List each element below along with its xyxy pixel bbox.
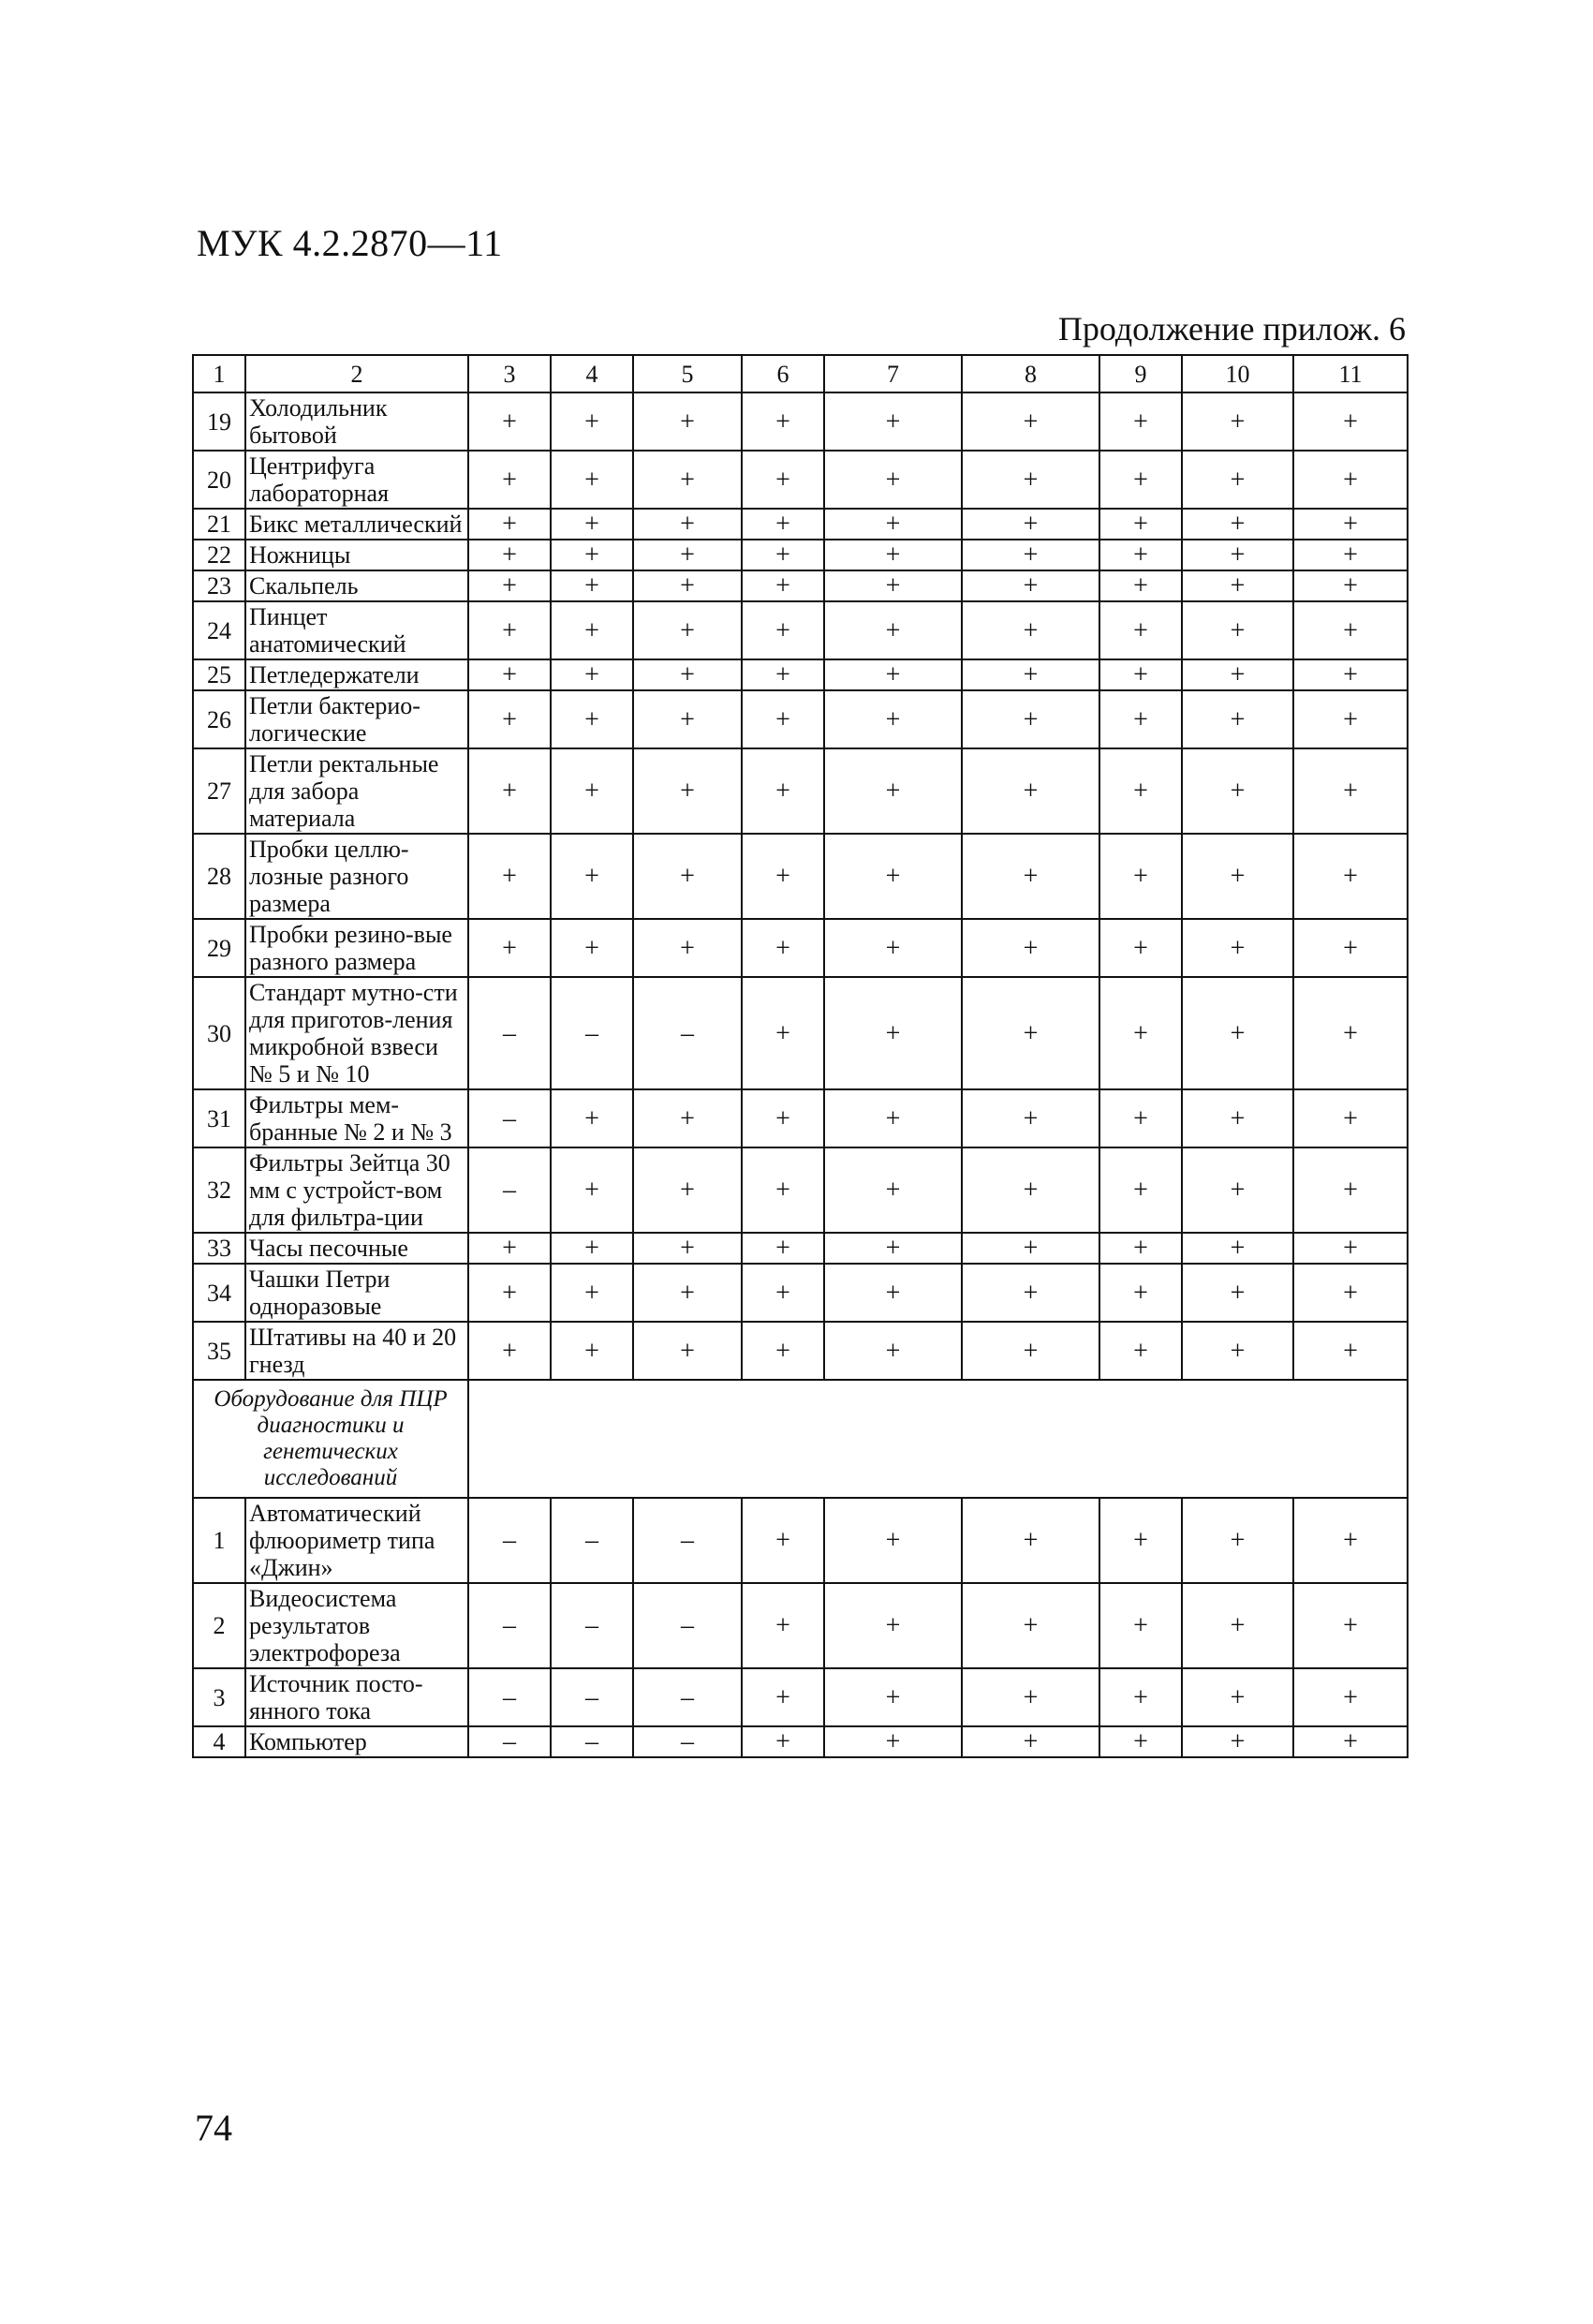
availability-mark: + [1099, 1264, 1182, 1322]
equipment-name: Фильтры мем-бранные № 2 и № 3 [245, 1089, 468, 1147]
table-row [193, 1264, 1408, 1322]
availability-mark: + [1099, 1322, 1182, 1380]
equipment-name: Петли ректальные для забора материала [245, 748, 468, 834]
row-number: 25 [193, 659, 245, 690]
availability-mark: + [1293, 509, 1408, 540]
availability-mark: + [1099, 1233, 1182, 1264]
availability-mark: + [742, 919, 824, 977]
availability-mark: + [1182, 1583, 1293, 1668]
availability-mark: + [1099, 1089, 1182, 1147]
availability-mark: + [468, 1322, 551, 1380]
availability-mark: – [468, 1668, 551, 1726]
table-row [193, 1089, 1408, 1147]
availability-mark: + [551, 601, 633, 659]
section-filler [468, 1380, 1408, 1498]
availability-mark: + [962, 509, 1099, 540]
availability-mark: + [1182, 1147, 1293, 1233]
availability-mark: + [1182, 977, 1293, 1089]
availability-mark: – [468, 1726, 551, 1757]
availability-mark: + [551, 1264, 633, 1322]
availability-mark: + [824, 392, 962, 451]
table-row [193, 919, 1408, 977]
availability-mark: + [633, 748, 742, 834]
availability-mark: + [551, 1233, 633, 1264]
availability-mark: – [468, 1089, 551, 1147]
availability-mark: + [1099, 834, 1182, 919]
availability-mark: + [962, 1147, 1099, 1233]
availability-mark: + [824, 451, 962, 509]
availability-mark: + [824, 1233, 962, 1264]
availability-mark: + [633, 690, 742, 748]
availability-mark: + [1293, 748, 1408, 834]
equipment-name: Автоматический флюориметр типа «Джин» [245, 1498, 468, 1583]
table-row [193, 1668, 1408, 1726]
equipment-name: Фильтры Зейтца 30 мм с устройст-вом для фильтра-ции [245, 1147, 468, 1233]
availability-mark: + [824, 1264, 962, 1322]
availability-mark: + [742, 834, 824, 919]
availability-mark: + [551, 509, 633, 540]
equipment-name: Стандарт мутно-сти для приготов-ления микробной взвеси № 5 и № 10 [245, 977, 468, 1089]
availability-mark: + [1293, 540, 1408, 570]
availability-mark: + [1293, 451, 1408, 509]
availability-mark: + [824, 1322, 962, 1380]
availability-mark: + [824, 1668, 962, 1726]
availability-mark: + [633, 1322, 742, 1380]
availability-mark: + [742, 1233, 824, 1264]
equipment-name: Бикс металлический [245, 509, 468, 540]
availability-mark: + [551, 690, 633, 748]
availability-mark: + [824, 509, 962, 540]
availability-mark: + [551, 392, 633, 451]
availability-mark: + [551, 748, 633, 834]
row-number: 35 [193, 1322, 245, 1380]
row-number: 22 [193, 540, 245, 570]
availability-mark: + [468, 834, 551, 919]
availability-mark: + [1293, 1322, 1408, 1380]
availability-mark: + [1293, 1233, 1408, 1264]
column-header: 10 [1182, 355, 1293, 392]
availability-mark: + [742, 509, 824, 540]
availability-mark: + [742, 451, 824, 509]
availability-mark: + [824, 834, 962, 919]
availability-mark: – [633, 1583, 742, 1668]
availability-mark: + [824, 748, 962, 834]
availability-mark: + [1182, 540, 1293, 570]
availability-mark: – [468, 1583, 551, 1668]
availability-mark: + [962, 1726, 1099, 1757]
equipment-name: Штативы на 40 и 20 гнезд [245, 1322, 468, 1380]
availability-mark: + [1099, 540, 1182, 570]
row-number: 24 [193, 601, 245, 659]
availability-mark: + [962, 570, 1099, 601]
availability-mark: + [1182, 834, 1293, 919]
table-row [193, 392, 1408, 451]
table-row [193, 1726, 1408, 1757]
availability-mark: + [1182, 601, 1293, 659]
availability-mark: + [1293, 1498, 1408, 1583]
section-header-row [193, 1380, 1408, 1498]
availability-mark: + [1293, 659, 1408, 690]
equipment-name: Ножницы [245, 540, 468, 570]
availability-mark: + [962, 540, 1099, 570]
availability-mark: + [1182, 919, 1293, 977]
page-number: 74 [195, 2107, 232, 2149]
availability-mark: + [1293, 1089, 1408, 1147]
equipment-name: Холодильник бытовой [245, 392, 468, 451]
availability-mark: + [468, 451, 551, 509]
table-row [193, 690, 1408, 748]
column-header: 6 [742, 355, 824, 392]
availability-mark: + [551, 1147, 633, 1233]
availability-mark: + [1182, 748, 1293, 834]
availability-mark: + [1182, 1668, 1293, 1726]
row-number: 20 [193, 451, 245, 509]
availability-mark: + [551, 834, 633, 919]
availability-mark: + [551, 659, 633, 690]
row-number: 32 [193, 1147, 245, 1233]
equipment-table-container [192, 354, 1407, 1758]
availability-mark: + [962, 1322, 1099, 1380]
availability-mark: + [468, 601, 551, 659]
equipment-name: Центрифуга лабораторная [245, 451, 468, 509]
availability-mark: + [633, 659, 742, 690]
availability-mark: + [468, 690, 551, 748]
equipment-name: Пробки целлю-лозные разного размера [245, 834, 468, 919]
availability-mark: + [468, 748, 551, 834]
row-number: 23 [193, 570, 245, 601]
availability-mark: – [468, 1147, 551, 1233]
availability-mark: + [1293, 919, 1408, 977]
column-header: 2 [245, 355, 468, 392]
column-header: 3 [468, 355, 551, 392]
availability-mark: + [551, 451, 633, 509]
availability-mark: + [633, 540, 742, 570]
availability-mark: + [962, 1089, 1099, 1147]
availability-mark: + [468, 1233, 551, 1264]
availability-mark: – [551, 1583, 633, 1668]
row-number: 19 [193, 392, 245, 451]
availability-mark: + [468, 392, 551, 451]
availability-mark: + [962, 1583, 1099, 1668]
availability-mark: + [1182, 392, 1293, 451]
availability-mark: + [742, 1264, 824, 1322]
availability-mark: + [824, 1089, 962, 1147]
availability-mark: + [962, 690, 1099, 748]
row-number: 21 [193, 509, 245, 540]
availability-mark: + [1099, 601, 1182, 659]
availability-mark: + [1182, 659, 1293, 690]
availability-mark: + [824, 659, 962, 690]
table-row [193, 748, 1408, 834]
availability-mark: + [633, 834, 742, 919]
availability-mark: + [1293, 392, 1408, 451]
availability-mark: + [962, 659, 1099, 690]
availability-mark: + [1182, 1322, 1293, 1380]
table-row [193, 659, 1408, 690]
availability-mark: + [824, 1726, 962, 1757]
availability-mark: + [1099, 1498, 1182, 1583]
column-header: 9 [1099, 355, 1182, 392]
availability-mark: – [551, 977, 633, 1089]
availability-mark: + [824, 1583, 962, 1668]
availability-mark: + [1099, 1668, 1182, 1726]
row-number: 33 [193, 1233, 245, 1264]
row-number: 27 [193, 748, 245, 834]
equipment-name: Скальпель [245, 570, 468, 601]
availability-mark: + [1293, 977, 1408, 1089]
availability-mark: + [633, 570, 742, 601]
table-row [193, 1583, 1408, 1668]
equipment-table [192, 354, 1409, 1758]
row-number: 26 [193, 690, 245, 748]
availability-mark: + [633, 392, 742, 451]
availability-mark: + [824, 977, 962, 1089]
table-body [193, 392, 1408, 1757]
availability-mark: + [1099, 570, 1182, 601]
availability-mark: + [824, 1147, 962, 1233]
availability-mark: + [1293, 601, 1408, 659]
availability-mark: + [1293, 690, 1408, 748]
column-header: 11 [1293, 355, 1408, 392]
table-row [193, 570, 1408, 601]
availability-mark: + [742, 392, 824, 451]
availability-mark: – [551, 1498, 633, 1583]
availability-mark: + [1099, 690, 1182, 748]
row-number: 30 [193, 977, 245, 1089]
availability-mark: + [1099, 1147, 1182, 1233]
availability-mark: + [633, 1233, 742, 1264]
table-row [193, 1233, 1408, 1264]
availability-mark: + [1099, 1583, 1182, 1668]
availability-mark: + [742, 540, 824, 570]
availability-mark: + [824, 570, 962, 601]
availability-mark: + [551, 1322, 633, 1380]
availability-mark: – [633, 1498, 742, 1583]
availability-mark: + [468, 659, 551, 690]
availability-mark: + [1182, 1498, 1293, 1583]
availability-mark: + [1182, 451, 1293, 509]
document-code: МУК 4.2.2870—11 [197, 222, 503, 264]
availability-mark: + [742, 690, 824, 748]
row-number: 4 [193, 1726, 245, 1757]
availability-mark: + [1099, 509, 1182, 540]
column-header: 7 [824, 355, 962, 392]
table-header-row [193, 355, 1408, 392]
availability-mark: + [962, 601, 1099, 659]
equipment-name: Чашки Петри одноразовые [245, 1264, 468, 1322]
availability-mark: + [742, 570, 824, 601]
availability-mark: + [551, 919, 633, 977]
availability-mark: + [742, 1089, 824, 1147]
equipment-name: Видеосистема результатов электрофореза [245, 1583, 468, 1668]
row-number: 31 [193, 1089, 245, 1147]
availability-mark: + [1182, 1233, 1293, 1264]
availability-mark: + [1182, 1089, 1293, 1147]
equipment-name: Петледержатели [245, 659, 468, 690]
availability-mark: + [1182, 690, 1293, 748]
availability-mark: + [742, 1583, 824, 1668]
availability-mark: + [742, 1668, 824, 1726]
row-number: 28 [193, 834, 245, 919]
equipment-name: Пробки резино-вые разного размера [245, 919, 468, 977]
availability-mark: – [468, 977, 551, 1089]
column-header: 1 [193, 355, 245, 392]
availability-mark: + [962, 392, 1099, 451]
section-title: Оборудование для ПЦР диагностики и генетических исследований [193, 1380, 468, 1498]
table-row [193, 451, 1408, 509]
column-header: 4 [551, 355, 633, 392]
availability-mark: + [824, 919, 962, 977]
availability-mark: – [633, 1726, 742, 1757]
availability-mark: + [1293, 1264, 1408, 1322]
availability-mark: + [824, 540, 962, 570]
availability-mark: + [1293, 1726, 1408, 1757]
row-number: 1 [193, 1498, 245, 1583]
availability-mark: + [468, 1264, 551, 1322]
availability-mark: + [468, 919, 551, 977]
row-number: 29 [193, 919, 245, 977]
availability-mark: + [1182, 1726, 1293, 1757]
availability-mark: + [742, 1498, 824, 1583]
availability-mark: + [468, 509, 551, 540]
availability-mark: + [468, 570, 551, 601]
availability-mark: + [962, 1498, 1099, 1583]
availability-mark: + [742, 601, 824, 659]
availability-mark: + [962, 451, 1099, 509]
availability-mark: + [468, 540, 551, 570]
availability-mark: + [962, 1264, 1099, 1322]
availability-mark: + [1182, 509, 1293, 540]
availability-mark: + [633, 1147, 742, 1233]
table-row [193, 509, 1408, 540]
column-header: 8 [962, 355, 1099, 392]
availability-mark: + [1099, 1726, 1182, 1757]
availability-mark: + [1099, 659, 1182, 690]
availability-mark: + [742, 748, 824, 834]
availability-mark: + [633, 919, 742, 977]
table-row [193, 540, 1408, 570]
table-row [193, 977, 1408, 1089]
table-row [193, 834, 1408, 919]
availability-mark: + [824, 1498, 962, 1583]
availability-mark: + [742, 977, 824, 1089]
availability-mark: + [1099, 977, 1182, 1089]
equipment-name: Петли бактерио-логические [245, 690, 468, 748]
availability-mark: + [1099, 748, 1182, 834]
availability-mark: + [1099, 451, 1182, 509]
availability-mark: + [962, 1233, 1099, 1264]
equipment-name: Источник посто-янного тока [245, 1668, 468, 1726]
availability-mark: + [551, 570, 633, 601]
availability-mark: + [1293, 1583, 1408, 1668]
availability-mark: + [962, 919, 1099, 977]
availability-mark: + [551, 540, 633, 570]
availability-mark: + [742, 1322, 824, 1380]
availability-mark: + [742, 1726, 824, 1757]
availability-mark: + [742, 1147, 824, 1233]
table-row [193, 1498, 1408, 1583]
row-number: 2 [193, 1583, 245, 1668]
availability-mark: – [468, 1498, 551, 1583]
availability-mark: + [633, 1264, 742, 1322]
availability-mark: + [824, 690, 962, 748]
availability-mark: + [1293, 1668, 1408, 1726]
availability-mark: + [633, 509, 742, 540]
availability-mark: + [962, 748, 1099, 834]
row-number: 34 [193, 1264, 245, 1322]
availability-mark: + [1293, 1147, 1408, 1233]
availability-mark: – [551, 1726, 633, 1757]
availability-mark: + [962, 834, 1099, 919]
table-row [193, 1147, 1408, 1233]
availability-mark: – [633, 977, 742, 1089]
availability-mark: + [824, 601, 962, 659]
continuation-label: Продолжение прилож. 6 [1057, 310, 1406, 348]
equipment-name: Часы песочные [245, 1233, 468, 1264]
row-number: 3 [193, 1668, 245, 1726]
availability-mark: + [1099, 919, 1182, 977]
column-header: 5 [633, 355, 742, 392]
table-row [193, 1322, 1408, 1380]
table-row [193, 601, 1408, 659]
equipment-name: Компьютер [245, 1726, 468, 1757]
availability-mark: + [633, 451, 742, 509]
availability-mark: + [962, 977, 1099, 1089]
availability-mark: – [633, 1668, 742, 1726]
equipment-name: Пинцет анатомический [245, 601, 468, 659]
availability-mark: + [742, 659, 824, 690]
availability-mark: + [1182, 570, 1293, 601]
availability-mark: + [1293, 834, 1408, 919]
availability-mark: + [1293, 570, 1408, 601]
availability-mark: + [1182, 1264, 1293, 1322]
availability-mark: + [633, 1089, 742, 1147]
availability-mark: + [551, 1089, 633, 1147]
availability-mark: + [1099, 392, 1182, 451]
availability-mark: + [962, 1668, 1099, 1726]
availability-mark: + [633, 601, 742, 659]
availability-mark: – [551, 1668, 633, 1726]
